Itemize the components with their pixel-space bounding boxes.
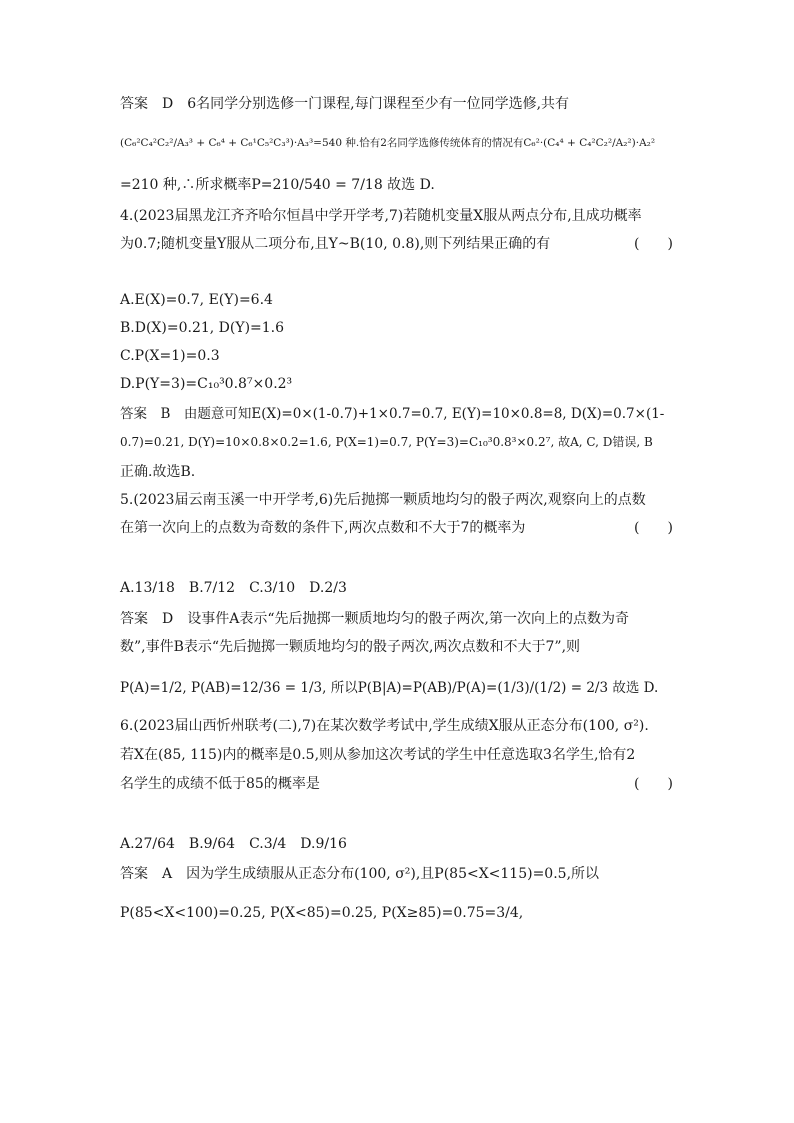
question-6-options: A.27/64 B.9/64 C.3/4 D.9/16 (120, 836, 347, 852)
question-6-line-2: 若X在(85, 115)内的概率是0.5,则从参加这次考试的学生中任意选取3名学生,恰有2 (120, 747, 636, 763)
answer-5-line-1: 答案 D 设事件A表示“先后抛掷一颗质地均匀的骰子两次,第一次向上的点数为奇 (120, 611, 629, 627)
question-4-answer-bracket: ( ) (634, 236, 673, 252)
answer-4-line-2: 0.7)=0.21, D(Y)=10×0.8×0.2=1.6, P(X=1)=0.7, P(Y=3)=C₁₀³0.8³×0.2⁷, 故A, C, D错误, B (120, 435, 653, 449)
question-4-option-c: C.P(X=1)=0.3 (120, 348, 220, 364)
question-4-option-b: B.D(X)=0.21, D(Y)=1.6 (120, 320, 285, 336)
question-5-options: A.13/18 B.7/12 C.3/10 D.2/3 (120, 580, 347, 596)
question-5-answer-bracket: ( ) (634, 520, 673, 536)
question-6-line-3: 名学生的成绩不低于85的概率是 (120, 776, 320, 792)
answer-6-line-2: P(85<X<100)=0.25, P(X<85)=0.25, P(X≥85)=0.75=3/4, (120, 905, 524, 921)
answer-5-line-2: 数”,事件B表示“先后抛掷一颗质地均匀的骰子两次,两次点数和不大于7”,则 (120, 639, 581, 655)
question-6-answer-bracket: ( ) (634, 776, 673, 792)
question-6-line-1: 6.(2023届山西忻州联考(二),7)在某次数学考试中,学生成绩X服从正态分布(100, σ²). (120, 718, 649, 734)
answer-3-line-3: =210 种,∴所求概率P=210/540 = 7/18 故选 D. (120, 177, 435, 193)
question-4-line-2: 为0.7;随机变量Y服从二项分布,且Y~B(10, 0.8),则下列结果正确的有 (120, 236, 551, 252)
answer-3-line-2: (C₆²C₄²C₂²/A₃³ + C₆⁴ + C₆¹C₅²C₃³)·A₃³=540 种.恰有2名同学选修传统体育的情况有C₆²·(C₄⁴ + C₄²C₂²/A₂²)·A₂² (120, 137, 656, 149)
answer-6-line-1: 答案 A 因为学生成绩服从正态分布(100, σ²),且P(85<X<115)=0.5,所以 (120, 866, 600, 882)
question-4-line-1: 4.(2023届黑龙江齐齐哈尔恒昌中学开学考,7)若随机变量X服从两点分布,且成功概率 (120, 208, 642, 224)
answer-4-line-3: 正确.故选B. (120, 464, 196, 480)
question-4-option-d: D.P(Y=3)=C₁₀³0.8⁷×0.2³ (120, 376, 293, 392)
answer-5-line-3: P(A)=1/2, P(AB)=12/36 = 1/3, 所以P(B|A)=P(AB)/P(A)=(1/3)/(1/2) = 2/3 故选 D. (120, 680, 659, 696)
answer-3-line-1: 答案 D 6名同学分别选修一门课程,每门课程至少有一位同学选修,共有 (120, 96, 570, 112)
question-5-line-2: 在第一次向上的点数为奇数的条件下,两次点数和不大于7的概率为 (120, 520, 526, 536)
question-5-line-1: 5.(2023届云南玉溪一中开学考,6)先后抛掷一颗质地均匀的骰子两次,观察向上的点数 (120, 492, 646, 508)
answer-4-line-1: 答案 B 由题意可知E(X)=0×(1-0.7)+1×0.7=0.7, E(Y)=10×0.8=8, D(X)=0.7×(1- (120, 406, 665, 422)
question-4-option-a: A.E(X)=0.7, E(Y)=6.4 (120, 292, 273, 308)
